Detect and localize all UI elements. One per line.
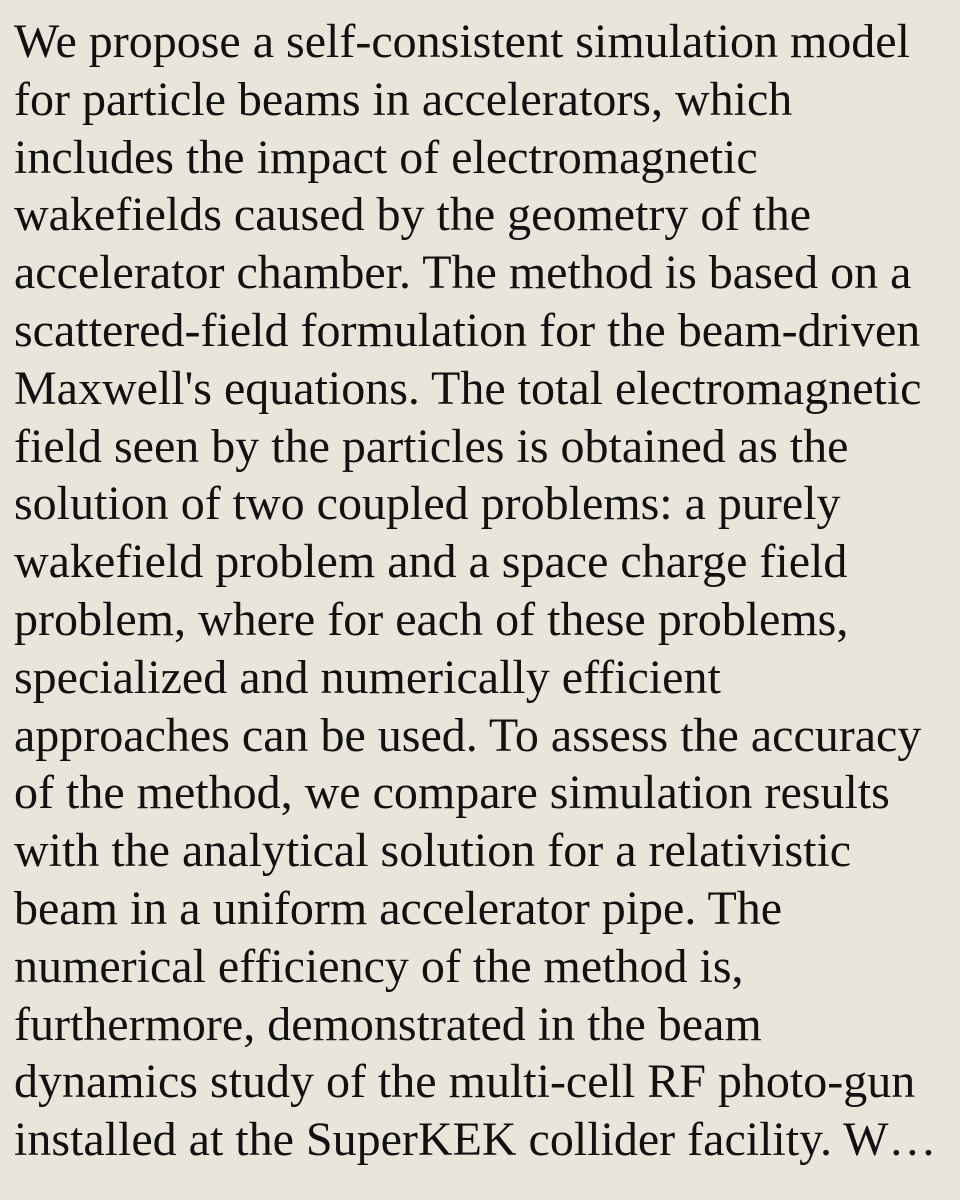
abstract-line: includes the impact of electromagnetic: [14, 130, 758, 184]
abstract-line: dynamics study of the multi-cell RF photo-gun: [14, 1055, 916, 1109]
abstract-line: scattered-field formulation for the beam-driven: [14, 303, 921, 357]
abstract-line: beam in a uniform accelerator pipe. The: [14, 881, 783, 935]
abstract-line: furthermore, demonstrated in the beam: [14, 997, 762, 1051]
abstract-text: [14, 13, 960, 1169]
abstract-line: numerical efficiency of the method is,: [14, 939, 744, 993]
abstract-line: of the method, we compare simulation results: [14, 766, 890, 820]
abstract-line: We propose a self-consistent simulation model: [14, 15, 910, 68]
abstract-line: Maxwell's equations. The total electromagnetic: [14, 361, 922, 415]
abstract-line: specialized and numerically efficient: [14, 650, 721, 704]
abstract-line: with the analytical solution for a relativistic: [14, 824, 852, 878]
abstract-line: installed at the SuperKEK collider facility. W…: [14, 1113, 937, 1167]
abstract-line: wakefield problem and a space charge field: [14, 535, 848, 589]
abstract-line: approaches can be used. To assess the accuracy: [14, 708, 922, 762]
abstract-line: accelerator chamber. The method is based on a: [14, 246, 912, 300]
abstract-line: for particle beams in accelerators, which: [14, 72, 793, 126]
abstract-line: wakefields caused by the geometry of the: [14, 188, 812, 242]
abstract-line: problem, where for each of these problems,: [14, 592, 849, 646]
abstract-line: solution of two coupled problems: a purely: [14, 477, 841, 531]
abstract-line: field seen by the particles is obtained as the: [14, 419, 849, 473]
